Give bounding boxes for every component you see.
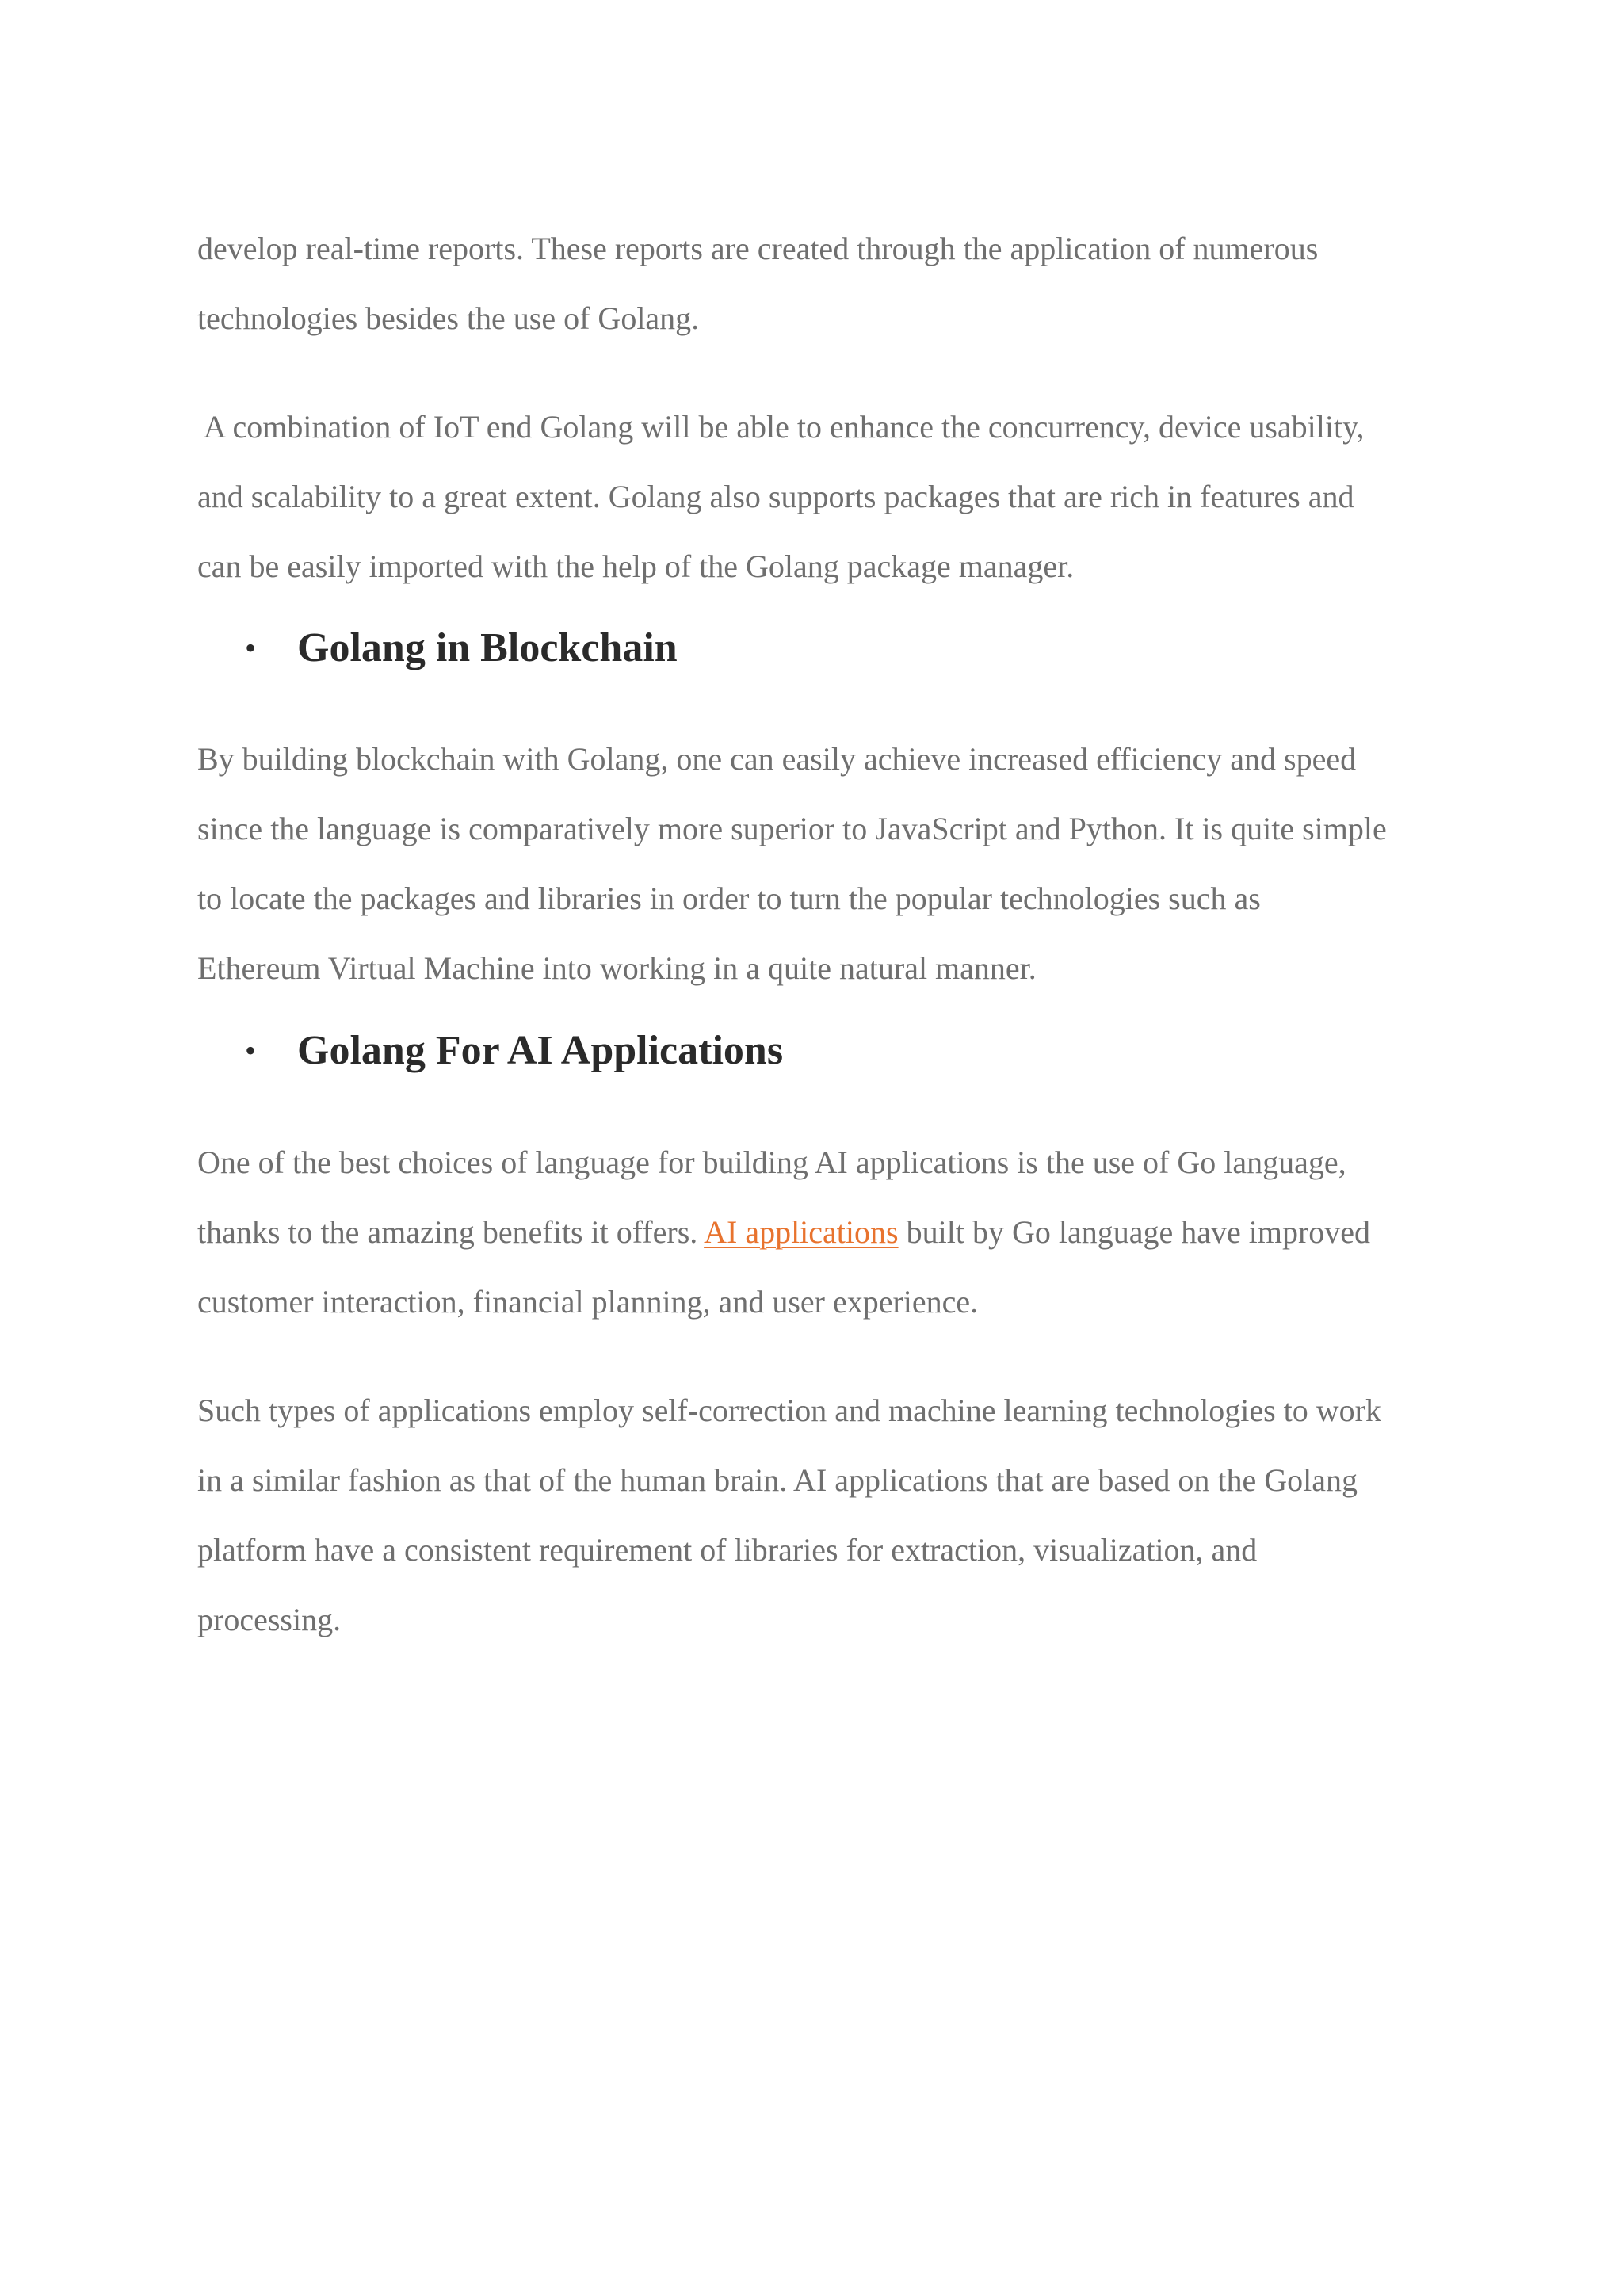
text-line: can be easily imported with the help of the Golang package manager. bbox=[197, 548, 1075, 584]
text-line: Such types of applications employ self-correction and machine learning technologies to work bbox=[197, 1392, 1382, 1428]
text-line: platform have a consistent requirement of libraries for extraction, visualization, and bbox=[197, 1532, 1258, 1568]
bullet-icon: • bbox=[245, 630, 257, 667]
paragraph-ai-choices bbox=[197, 1128, 1449, 1337]
text-line: in a similar fashion as that of the human brain. AI applications that are based on the Golang bbox=[197, 1462, 1358, 1498]
text-line: to locate the packages and libraries in order to turn the popular technologies such as bbox=[197, 881, 1261, 916]
heading-golang-in-blockchain bbox=[245, 621, 678, 679]
text-line: and scalability to a great extent. Golang also supports packages that are rich in features and bbox=[197, 479, 1354, 514]
bullet-icon: • bbox=[245, 1033, 257, 1069]
paragraph-blockchain bbox=[197, 724, 1449, 1003]
heading-text: Golang in Blockchain bbox=[297, 625, 678, 670]
text-line: processing. bbox=[197, 1602, 342, 1637]
text-line: By building blockchain with Golang, one can easily achieve increased efficiency and speed bbox=[197, 741, 1357, 777]
heading-text: Golang For AI Applications bbox=[297, 1028, 784, 1073]
text-line: A combination of IoT end Golang will be able to enhance the concurrency, device usability, bbox=[197, 409, 1365, 445]
text-line: since the language is comparatively more superior to JavaScript and Python. It is quite simple bbox=[197, 811, 1387, 846]
text-line bbox=[197, 1198, 1449, 1267]
heading-golang-for-ai-applications bbox=[245, 1023, 783, 1082]
paragraph-ai-self-correction bbox=[197, 1376, 1449, 1655]
text-line: One of the best choices of language for building AI applications is the use of Go language, bbox=[197, 1144, 1346, 1180]
text-line: technologies besides the use of Golang. bbox=[197, 300, 700, 336]
text-line: Ethereum Virtual Machine into working in a quite natural manner. bbox=[197, 950, 1037, 986]
text-segment: thanks to the amazing benefits it offers. bbox=[197, 1214, 705, 1250]
text-line: customer interaction, financial planning, and user experience. bbox=[197, 1284, 979, 1320]
text-segment: built by Go language have improved bbox=[898, 1214, 1371, 1250]
text-line: develop real-time reports. These reports are created through the application of numerous bbox=[197, 231, 1319, 266]
paragraph-iot-golang bbox=[197, 392, 1449, 602]
paragraph-realtime-reports bbox=[197, 214, 1449, 353]
ai-applications-link[interactable]: AI applications bbox=[704, 1214, 899, 1250]
